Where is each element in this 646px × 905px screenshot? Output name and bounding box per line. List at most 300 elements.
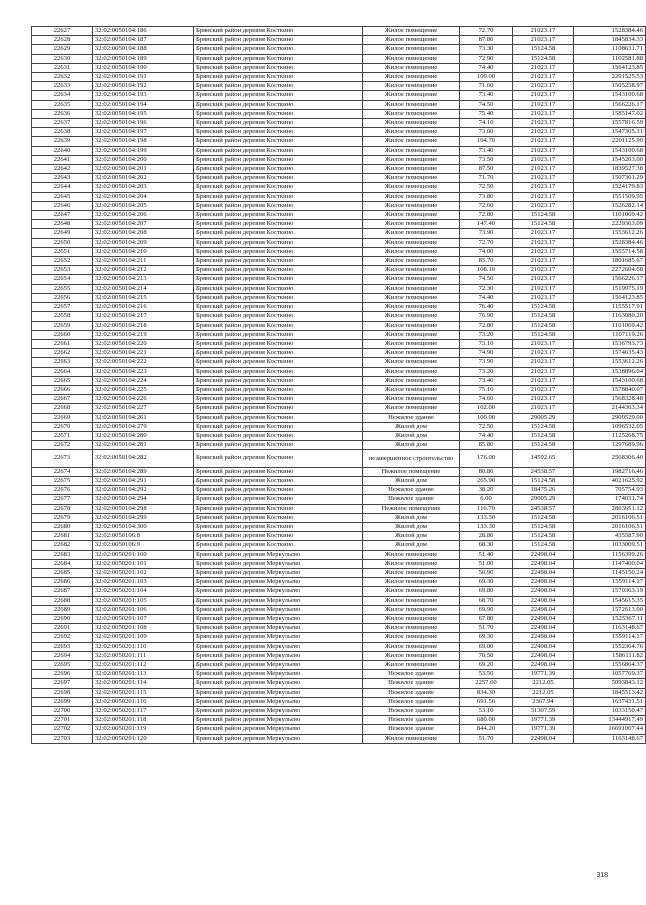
cell-address: Брянский район деревня Косткино [194,201,363,210]
cell-cadastral-value: 1566226.17 [574,100,646,109]
cell-row-number: 22676 [32,486,93,495]
cell-object-type: Жилое помещение [363,367,460,376]
cell-address: Брянский район деревня Косткино [194,467,363,476]
cell-specific-value: 21023.17 [513,275,574,284]
registry-table [31,26,646,744]
cell-row-number: 22698 [32,688,93,697]
cell-row-number: 22680 [32,522,93,531]
cell-cadastral-number: 32:02:0050201:105 [93,596,194,605]
cell-object-type: Жилое помещение [363,633,460,642]
cell-cadastral-value: 1147400.04 [574,559,646,568]
cell-specific-value: 15124.58 [513,303,574,312]
cell-row-number: 22692 [32,633,93,642]
cell-specific-value: 22498.04 [513,633,574,642]
cell-object-type: Жилой дом [363,422,460,431]
cell-row-number: 22683 [32,550,93,559]
table-row [32,431,646,440]
cell-row-number: 22650 [32,238,93,247]
cell-cadastral-number: 32:02:0050104:201 [93,165,194,174]
cell-row-number: 22646 [32,201,93,210]
cell-object-type: Жилое помещение [363,661,460,670]
table-row [32,63,646,72]
cell-cadastral-value: 1163080.20 [574,312,646,321]
cell-object-type: Жилое помещение [363,339,460,348]
table-row [32,238,646,247]
cell-cadastral-number: 32:02:0050104:203 [93,183,194,192]
cell-cadastral-number: 32:02:0050104:199 [93,146,194,155]
cell-area: 2257.60 [460,679,513,688]
table-row [32,725,646,734]
cell-specific-value: 15124.58 [513,211,574,220]
cell-specific-value: 22498.04 [513,661,574,670]
cell-object-type: Жилое помещение [363,192,460,201]
cell-area: 72.60 [460,201,513,210]
cell-cadastral-number: 32:02:0050104:291 [93,476,194,485]
table-row [32,303,646,312]
cell-cadastral-value: 1102581.88 [574,54,646,63]
cell-cadastral-number: 32:02:0050201:108 [93,624,194,633]
cell-area: 74.00 [460,247,513,256]
cell-row-number: 22639 [32,137,93,146]
cell-address: Брянский район деревня Косткино [194,522,363,531]
cell-cadastral-number: 32:02:0050104:198 [93,137,194,146]
cell-row-number: 22675 [32,476,93,485]
cell-address: Брянский район деревня Косткино [194,73,363,82]
cell-object-type: Жилое помещение [363,238,460,247]
cell-address: Брянский район деревня Косткино [194,220,363,229]
cell-object-type: Жилое помещение [363,119,460,128]
cell-cadastral-value: 1543100.68 [574,146,646,155]
cell-object-type: Жилой дом [363,541,460,550]
cell-object-type: Жилой дом [363,513,460,522]
cell-specific-value: 21023.17 [513,358,574,367]
cell-object-type: Жилое помещение [363,568,460,577]
cell-address: Брянский район деревня Косткино [194,303,363,312]
cell-cadastral-number: 32:02:0050104:224 [93,376,194,385]
cell-area: 51.40 [460,550,513,559]
cell-cadastral-number: 32:02:0050104:214 [93,284,194,293]
table-row [32,146,646,155]
cell-address: Брянский район деревня Меркульево [194,661,363,670]
cell-object-type: Нежилое здание [363,486,460,495]
cell-cadastral-number: 32:02:0050104:190 [93,63,194,72]
cell-cadastral-value: 1107119.26 [574,330,646,339]
cell-object-type: Жилое помещение [363,284,460,293]
registry-table-page [31,26,643,744]
cell-cadastral-value: 1297689.96 [574,441,646,450]
cell-row-number: 22681 [32,532,93,541]
cell-object-type: Жилое помещение [363,63,460,72]
table-row [32,266,646,275]
cell-object-type: Жилое помещение [363,211,460,220]
cell-area: 68.70 [460,596,513,605]
cell-row-number: 22634 [32,91,93,100]
cell-row-number: 22654 [32,275,93,284]
cell-cadastral-value: 1057769.37 [574,670,646,679]
table-row [32,614,646,623]
cell-cadastral-value: 1108631.71 [574,45,646,54]
table-row [32,541,646,550]
cell-area: 74.90 [460,349,513,358]
cell-address: Брянский район деревня Меркульево [194,642,363,651]
cell-address: Брянский район деревня Косткино [194,431,363,440]
cell-row-number: 22644 [32,183,93,192]
cell-cadastral-number: 32:02:0050201:118 [93,716,194,725]
cell-row-number: 22667 [32,395,93,404]
cell-row-number: 22630 [32,54,93,63]
cell-specific-value: 21023.17 [513,339,574,348]
cell-address: Брянский район деревня Косткино [194,165,363,174]
cell-specific-value: 21023.17 [513,238,574,247]
cell-cadastral-value: 1543100.68 [574,376,646,385]
cell-area: 75.10 [460,385,513,394]
cell-area: 834.30 [460,688,513,697]
cell-specific-value: 22498.04 [513,624,574,633]
cell-cadastral-number: 32:02:0050104:216 [93,303,194,312]
cell-address: Брянский район деревня Косткино [194,27,363,36]
cell-row-number: 22695 [32,661,93,670]
cell-specific-value: 21023.17 [513,63,574,72]
table-row [32,532,646,541]
cell-address: Брянский район деревня Косткино [194,441,363,450]
cell-area: 73.40 [460,376,513,385]
cell-area: 100.00 [460,413,513,422]
cell-specific-value: 31307.59 [513,707,574,716]
cell-cadastral-value: 1547305.31 [574,128,646,137]
cell-cadastral-value: 1556864.37 [574,661,646,670]
cell-row-number: 22640 [32,146,93,155]
cell-cadastral-value: 1526282.14 [574,201,646,210]
cell-cadastral-number: 32:02:0050201:117 [93,707,194,716]
cell-address: Брянский район деревня Косткино [194,385,363,394]
cell-cadastral-number: 32:02:0050104:225 [93,385,194,394]
cell-specific-value: 15124.58 [513,541,574,550]
cell-address: Брянский район деревня Меркульево [194,578,363,587]
cell-cadastral-value: 2863651.12 [574,504,646,513]
cell-cadastral-value: 1555714.58 [574,247,646,256]
cell-cadastral-value: 1525367.11 [574,614,646,623]
cell-address: Брянский район деревня Меркульево [194,633,363,642]
cell-cadastral-number: 32:02:0050104:212 [93,266,194,275]
cell-row-number: 22678 [32,504,93,513]
cell-cadastral-number: 32:02:0050104:200 [93,155,194,164]
table-row [32,504,646,513]
cell-row-number: 22652 [32,257,93,266]
table-row [32,339,646,348]
cell-address: Брянский район деревня Косткино [194,450,363,467]
cell-address: Брянский район деревня Косткино [194,275,363,284]
cell-cadastral-number: 32:02:0050104:299 [93,513,194,522]
cell-cadastral-number: 32:02:0050104:279 [93,422,194,431]
cell-address: Брянский район деревня Косткино [194,257,363,266]
cell-cadastral-value: 1543100.68 [574,91,646,100]
cell-row-number: 22648 [32,220,93,229]
cell-address: Брянский район деревня Косткино [194,146,363,155]
cell-object-type: Жилое помещение [363,91,460,100]
cell-row-number: 22660 [32,330,93,339]
cell-cadastral-value: 1528384.46 [574,27,646,36]
cell-address: Брянский район деревня Меркульево [194,688,363,697]
cell-cadastral-number: 32:02:0050201:100 [93,550,194,559]
cell-cadastral-value: 2900529.00 [574,413,646,422]
cell-object-type: Жилое помещение [363,614,460,623]
cell-area: 73.50 [460,155,513,164]
cell-cadastral-value: 1564123.85 [574,63,646,72]
cell-object-type: Нежилое здание [363,707,460,716]
cell-cadastral-number: 32:02:0050201:102 [93,568,194,577]
cell-cadastral-number: 32:02:0050104:196 [93,119,194,128]
cell-object-type: Жилое помещение [363,358,460,367]
cell-area: 74.40 [460,63,513,72]
cell-object-type: Нежилое здание [363,688,460,697]
table-row [32,358,646,367]
cell-cadastral-number: 32:02:0050201:112 [93,661,194,670]
cell-row-number: 22697 [32,679,93,688]
cell-address: Брянский район деревня Косткино [194,63,363,72]
cell-cadastral-value: 5093843.12 [574,679,646,688]
cell-specific-value: 21023.17 [513,201,574,210]
cell-cadastral-value: 1101069.42 [574,211,646,220]
table-row [32,587,646,596]
cell-specific-value: 21023.17 [513,293,574,302]
cell-address: Брянский район деревня Косткино [194,266,363,275]
cell-object-type: Жилое помещение [363,45,460,54]
cell-object-type: Жилое помещение [363,293,460,302]
cell-object-type: Жилое помещение [363,376,460,385]
cell-area: 6.00 [460,495,513,504]
cell-object-type: Жилое помещение [363,404,460,413]
cell-object-type: Нежилое здание [363,679,460,688]
cell-address: Брянский район деревня Косткино [194,413,363,422]
cell-object-type: Жилое помещение [363,73,460,82]
cell-object-type: Жилой дом [363,522,460,531]
cell-row-number: 22629 [32,45,93,54]
cell-row-number: 22633 [32,82,93,91]
cell-address: Брянский район деревня Косткино [194,45,363,54]
cell-cadastral-number: 32:02:0050201:115 [93,688,194,697]
table-row [32,376,646,385]
table-row [32,734,646,743]
cell-cadastral-number: 32:02:0050104:195 [93,109,194,118]
cell-address: Брянский район деревня Косткино [194,100,363,109]
cell-cadastral-value: 2016106.51 [574,513,646,522]
cell-cadastral-value: 1586111.82 [574,651,646,660]
cell-row-number: 22690 [32,614,93,623]
cell-cadastral-value: 1553612.26 [574,229,646,238]
cell-address: Брянский район деревня Косткино [194,486,363,495]
cell-cadastral-number: 32:02:0050104:192 [93,82,194,91]
cell-address: Брянский район деревня Меркульево [194,651,363,660]
cell-specific-value: 21023.17 [513,247,574,256]
table-row [32,229,646,238]
cell-object-type: Жилое помещение [363,596,460,605]
table-row [32,661,646,670]
cell-row-number: 22643 [32,174,93,183]
cell-area: 75.40 [460,109,513,118]
table-row [32,633,646,642]
cell-specific-value: 15124.58 [513,45,574,54]
cell-area: 69.30 [460,633,513,642]
cell-cadastral-value: 1845513.42 [574,688,646,697]
cell-cadastral-value: 1524179.83 [574,183,646,192]
cell-cadastral-value: 1845834.33 [574,36,646,45]
cell-row-number: 22647 [32,211,93,220]
cell-object-type: Жилое помещение [363,624,460,633]
table-row [32,697,646,706]
cell-cadastral-number: 32:02:0050104:215 [93,293,194,302]
table-row [32,128,646,137]
cell-cadastral-value: 1505258.97 [574,82,646,91]
cell-address: Брянский район деревня Косткино [194,321,363,330]
cell-specific-value: 15124.58 [513,330,574,339]
cell-cadastral-number: 32:02:0050104:205 [93,201,194,210]
cell-object-type: Жилое помещение [363,155,460,164]
cell-address: Брянский район деревня Косткино [194,284,363,293]
cell-area: 74.60 [460,395,513,404]
cell-specific-value: 21023.17 [513,82,574,91]
cell-cadastral-number: 32:02:0050104:193 [93,91,194,100]
table-row [32,275,646,284]
cell-row-number: 22673 [32,450,93,467]
cell-object-type: Жилое помещение [363,165,460,174]
cell-row-number: 22666 [32,385,93,394]
cell-cadastral-value: 13444917.49 [574,716,646,725]
cell-row-number: 22665 [32,376,93,385]
cell-area: 72.90 [460,54,513,63]
cell-area: 28.80 [460,532,513,541]
cell-specific-value: 19771.39 [513,716,574,725]
cell-address: Брянский район деревня Меркульево [194,605,363,614]
cell-row-number: 22674 [32,467,93,476]
cell-cadastral-value: 2291525.53 [574,73,646,82]
table-row [32,73,646,82]
cell-object-type: Нежилое здание [363,495,460,504]
cell-area: 104.70 [460,137,513,146]
table-row [32,441,646,450]
cell-row-number: 22655 [32,284,93,293]
cell-address: Брянский район деревня Косткино [194,495,363,504]
cell-address: Брянский район деревня Косткино [194,476,363,485]
cell-area: 69.80 [460,587,513,596]
cell-address: Брянский район деревня Косткино [194,422,363,431]
cell-object-type: незавершенное строительство [363,450,460,467]
cell-cadastral-number: 32:02:0050201:120 [93,734,194,743]
table-row [32,413,646,422]
cell-area: 51.70 [460,734,513,743]
cell-specific-value: 21023.17 [513,36,574,45]
cell-cadastral-number: 32:02:0050104:191 [93,73,194,82]
table-row [32,578,646,587]
table-row [32,688,646,697]
cell-address: Брянский район деревня Косткино [194,82,363,91]
cell-cadastral-number: 32:02:0050104:194 [93,100,194,109]
cell-specific-value: 21023.17 [513,109,574,118]
cell-row-number: 22632 [32,73,93,82]
cell-object-type: Жилое помещение [363,395,460,404]
cell-row-number: 22663 [32,358,93,367]
cell-specific-value: 22498.04 [513,550,574,559]
cell-cadastral-number: 32:02:0050201:106 [93,605,194,614]
cell-area: 265.90 [460,476,513,485]
table-row [32,495,646,504]
cell-cadastral-number: 32:02:0050104:213 [93,275,194,284]
cell-cadastral-number: 32:02:0050104:188 [93,45,194,54]
cell-address: Брянский район деревня Косткино [194,91,363,100]
cell-cadastral-value: 2144363.34 [574,404,646,413]
cell-cadastral-number: 32:02:0050104:219 [93,330,194,339]
cell-area: 147.40 [460,220,513,229]
cell-cadastral-number: 32:02:0050104:189 [93,54,194,63]
cell-address: Брянский район деревня Меркульево [194,624,363,633]
cell-object-type: Жилое помещение [363,587,460,596]
cell-area: 53.10 [460,707,513,716]
cell-cadastral-value: 435587.90 [574,532,646,541]
cell-area: 68.30 [460,541,513,550]
cell-area: 73.60 [460,128,513,137]
table-row [32,486,646,495]
cell-row-number: 22656 [32,293,93,302]
cell-row-number: 22702 [32,725,93,734]
cell-row-number: 22671 [32,431,93,440]
cell-cadastral-number: 32:02:0050104:209 [93,238,194,247]
cell-row-number: 22653 [32,266,93,275]
cell-area: 72.30 [460,284,513,293]
table-row [32,183,646,192]
cell-cadastral-number: 32:02:0050104:186 [93,27,194,36]
cell-specific-value: 21023.17 [513,100,574,109]
cell-row-number: 22642 [32,165,93,174]
table-row [32,165,646,174]
cell-object-type: Жилое помещение [363,27,460,36]
cell-area: 74.40 [460,431,513,440]
cell-cadastral-number: 32:02:0050106:8 [93,532,194,541]
table-row [32,349,646,358]
cell-cadastral-value: 1557816.59 [574,119,646,128]
cell-address: Брянский район деревня Меркульево [194,550,363,559]
cell-row-number: 22688 [32,596,93,605]
table-row [32,312,646,321]
cell-area: 80.80 [460,467,513,476]
cell-row-number: 22684 [32,559,93,568]
cell-cadastral-value: 1507361.29 [574,174,646,183]
cell-area: 691.50 [460,697,513,706]
cell-object-type: Жилое помещение [363,605,460,614]
cell-cadastral-value: 174031.74 [574,495,646,504]
cell-object-type: Жилое помещение [363,247,460,256]
cell-address: Брянский район деревня Косткино [194,174,363,183]
cell-area: 74.50 [460,100,513,109]
cell-cadastral-value: 1839527.38 [574,165,646,174]
cell-specific-value: 2212.05 [513,679,574,688]
cell-area: 74.10 [460,119,513,128]
cell-area: 51.00 [460,559,513,568]
cell-cadastral-number: 32:02:0050201:101 [93,559,194,568]
cell-row-number: 22635 [32,100,93,109]
cell-address: Брянский район деревня Косткино [194,183,363,192]
cell-cadastral-number: 32:02:0050104:220 [93,339,194,348]
cell-cadastral-value: 1552364.76 [574,642,646,651]
table-row [32,192,646,201]
cell-area: 85.80 [460,441,513,450]
cell-cadastral-number: 32:02:0050104:206 [93,211,194,220]
cell-cadastral-value: 705754.93 [574,486,646,495]
cell-row-number: 22661 [32,339,93,348]
cell-specific-value: 22498.04 [513,642,574,651]
cell-object-type: Жилое помещение [363,578,460,587]
cell-area: 73.10 [460,339,513,348]
cell-specific-value: 21023.17 [513,266,574,275]
cell-specific-value: 18475.26 [513,486,574,495]
